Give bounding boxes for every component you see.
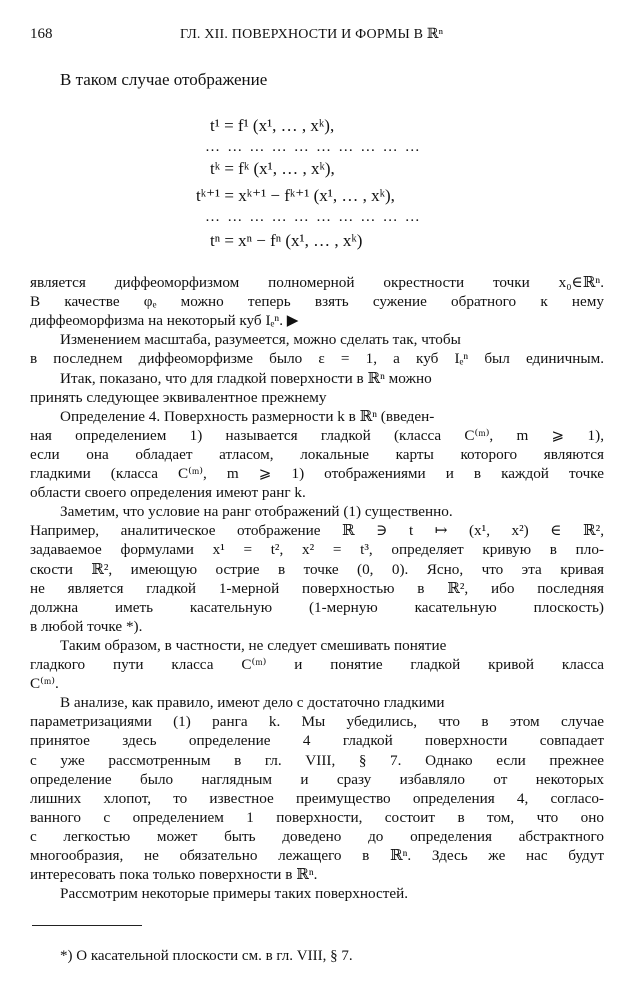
ellipsis-row: ………………………… [205,209,427,225]
text-line: с легкостью может быть доведено до определения абстрактного [30,827,604,845]
text-line: в любой точке *). [30,617,143,635]
text-line: принять следующее эквивалентное прежнему [30,388,327,406]
text-line: диффеоморфизма на некоторый куб Iₑⁿ. ▶ [30,312,299,330]
text-line: гладкими (класса C⁽ᵐ⁾, m ⩾ 1) отображениями и в каждой точке [30,465,604,482]
page-number: 168 [30,26,53,42]
text-line: В качестве φₑ можно теперь взять сужение обратного к нему [30,293,604,311]
text-line: скости ℝ², имеющую острие в точке (0, 0). Ясно, что эта кривая [30,560,604,578]
text-line: В анализе, как правило, имеют дело с достаточно гладкими [60,694,445,712]
text-line: ная определением 1) называется гладкой (класса C⁽ᵐ⁾, m ⩾ 1), [30,426,604,444]
definition-heading: Определение 4. Поверхность размерности k в ℝⁿ (введен- [60,407,435,425]
text-line: Изменением масштаба, разумеется, можно сделать так, чтобы [60,331,461,349]
formula-line: tᵏ = fᵏ (x¹, … , xᵏ), [210,159,335,178]
text-line: является диффеоморфизмом полномерной окрестности точки x₀∈ℝⁿ. [30,274,604,291]
text-line: с уже рассмотренным в гл. VIII, § 7. Однако если прежнее [30,751,604,769]
text-line: интересовать пока только поверхности в ℝⁿ. [30,866,318,884]
text-line: не является гладкой 1-мерной поверхностью в ℝ², ибо последняя [30,579,604,597]
text-line: Итак, показано, что для гладкой поверхности в ℝⁿ можно [60,369,432,387]
text-line: ванного с определением 1 поверхности, состоит в том, что оно [30,808,604,826]
text-line: принятое здесь определение 4 гладкой поверхности совпадает [30,732,604,750]
text-line: C⁽ᵐ⁾. [30,675,59,693]
text-line: если она обладает атласом, локальные карты которого являются [30,445,604,463]
running-head: ГЛ. XII. ПОВЕРХНОСТИ И ФОРМЫ В ℝⁿ [180,27,444,42]
formula-line: tᵏ⁺¹ = xᵏ⁺¹ − fᵏ⁺¹ (x¹, … , xᵏ), [196,186,395,205]
formula-line: tⁿ = xⁿ − fⁿ (x¹, … , xᵏ) [210,231,363,250]
formula-line: t¹ = f¹ (x¹, … , xᵏ), [210,116,335,135]
text-line: задаваемое формулами x¹ = t², x² = t³, определяет кривую в пло- [30,541,604,559]
text-line: Рассмотрим некоторые примеры таких поверхностей. [60,885,408,903]
text-line: области своего определения имеют ранг k. [30,484,306,502]
text-line: должна иметь касательную (1-мерную касательную плоскость) [30,598,604,616]
text-line: параметризациями (1) ранга k. Мы убедились, что в этом случае [30,713,604,731]
text-line: определение было наглядным и сразу избавляло от некоторых [30,770,604,788]
text-line: Заметим, что условие на ранг отображений (1) существенно. [60,503,453,521]
text-line: Таким образом, в частности, не следует смешивать понятие [60,636,447,654]
page-header [30,26,606,48]
footnote-rule [32,925,142,926]
footnote: *) О касательной плоскости см. в гл. VIII, § 7. [60,948,353,964]
text-line: Например, аналитическое отображение ℝ ∋ t ↦ (x¹, x²) ∈ ℝ², [30,522,604,540]
intro-line: В таком случае отображение [60,70,268,89]
text-line: гладкого пути класса C⁽ᵐ⁾ и понятие гладкой кривой класса [30,656,604,673]
text-line: многообразия, не обязательно лежащего в ℝⁿ. Здесь же нас будут [30,847,604,864]
text-line: в последнем диффеоморфизме было ε = 1, а куб Iₑⁿ был единичным. [30,350,604,368]
text-line: лишних хлопот, то известное преимущество определения 4, согласо- [30,789,604,807]
ellipsis-row: ………………………… [205,139,427,155]
